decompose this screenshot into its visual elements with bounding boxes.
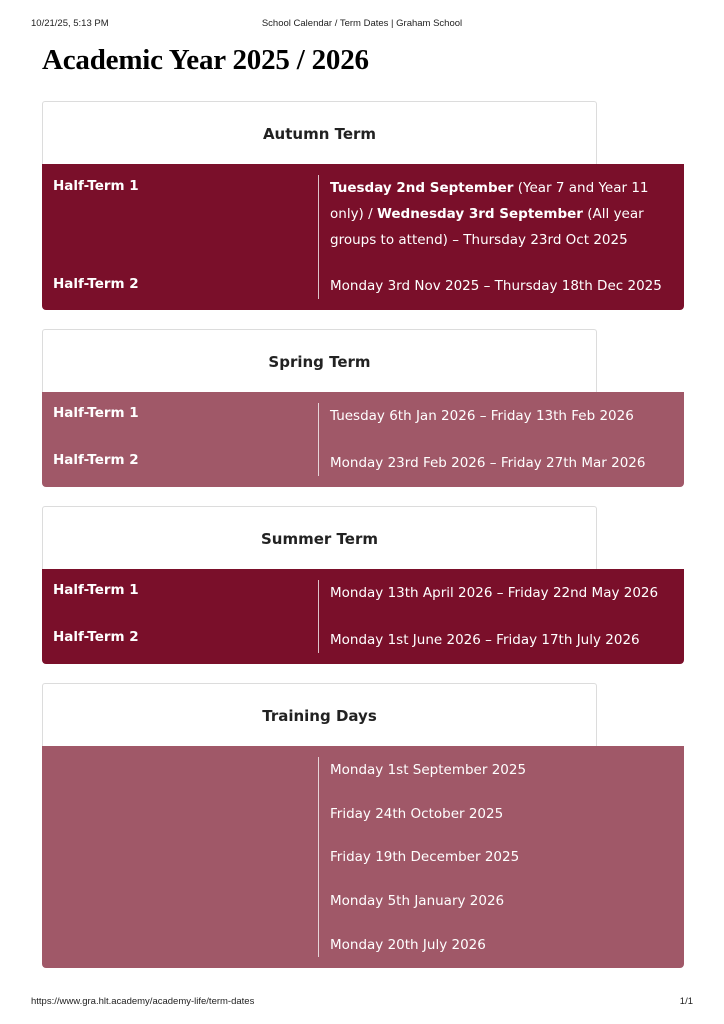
summer-term-heading: Summer Term [261,529,378,548]
training-days-panel [42,746,684,968]
print-header [31,18,693,30]
print-datetime: 10/21/25, 5:13 PM [31,18,109,29]
autumn-ht1-note-2: (All year groups to attend) – Thursday 23rd Oct 2025 [330,206,644,248]
autumn-half-term-1-label: Half-Term 1 [53,178,139,194]
training-days-header [42,683,597,747]
print-footer [31,996,693,1008]
spring-half-term-2-label: Half-Term 2 [53,452,139,468]
spring-half-term-1-label: Half-Term 1 [53,405,139,421]
summer-term-panel [42,569,684,664]
summer-half-term-1-label: Half-Term 1 [53,582,139,598]
autumn-half-term-2-label: Half-Term 2 [53,276,139,292]
summer-half-term-1-dates: Monday 13th April 2026 – Friday 22nd May 2026 [330,585,659,601]
print-url: https://www.gra.hlt.academy/academy-life/term-dates [31,996,255,1007]
autumn-ht1-start-all-years: Wednesday 3rd September [376,206,583,222]
autumn-term-heading: Autumn Term [262,124,377,143]
column-divider [318,403,319,476]
summer-half-term-2-dates: Monday 1st June 2026 – Friday 17th July 2026 [330,632,640,648]
page-title: Academic Year 2025 / 2026 [42,44,369,76]
training-days-heading: Training Days [262,706,377,725]
training-day-item: Monday 1st September 2025 [330,762,527,778]
autumn-ht1-note-1: (Year 7 and Year 11 only) / [330,180,649,222]
autumn-term-panel [42,164,684,310]
autumn-ht1-start-year7-11: Tuesday 2nd September [330,180,514,196]
autumn-term-header [42,101,597,165]
autumn-half-term-1-dates [330,175,675,253]
print-page-title: School Calendar / Term Dates | Graham School [261,18,463,29]
column-divider [318,757,319,957]
spring-term-header [42,329,597,393]
training-day-item: Monday 20th July 2026 [330,937,486,953]
training-day-item: Monday 5th January 2026 [330,893,505,909]
training-day-item: Friday 24th October 2025 [330,806,504,822]
column-divider [318,580,319,653]
print-page-count: 1/1 [679,996,693,1007]
spring-term-heading: Spring Term [268,352,371,371]
spring-half-term-2-dates: Monday 23rd Feb 2026 – Friday 27th Mar 2026 [330,455,646,471]
summer-half-term-2-label: Half-Term 2 [53,629,139,645]
spring-half-term-1-dates: Tuesday 6th Jan 2026 – Friday 13th Feb 2026 [330,408,634,424]
training-day-item: Friday 19th December 2025 [330,849,520,865]
column-divider [318,175,319,299]
spring-term-panel [42,392,684,487]
summer-term-header [42,506,597,570]
autumn-half-term-2-dates: Monday 3rd Nov 2025 – Thursday 18th Dec 2025 [330,278,662,294]
